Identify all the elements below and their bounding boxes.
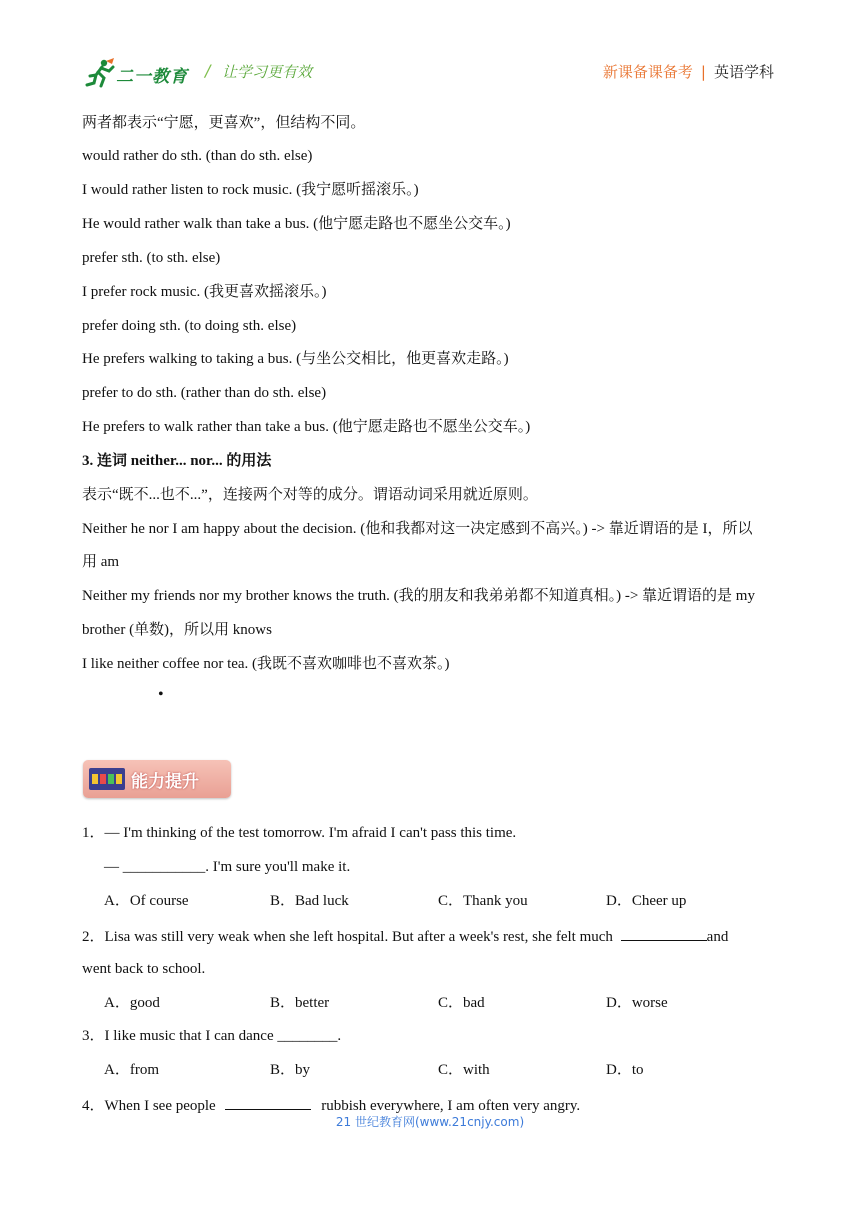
option-d[interactable]: D．worse [606, 995, 668, 1011]
question-stem: I like music that I can dance ________. [104, 1028, 342, 1044]
question-number: 3． [82, 1028, 105, 1044]
note-line: prefer sth. (to sth. else) [82, 250, 221, 266]
question-2-cont: went back to school. [82, 961, 206, 977]
section-badge [83, 760, 231, 798]
header-slash: / [205, 61, 211, 80]
reply-prefix: — [104, 859, 123, 875]
question-2 [82, 925, 728, 947]
question-1 [82, 823, 516, 843]
question-stem: — I'm thinking of the test tomorrow. I'm afraid I can't pass this time. [104, 825, 517, 841]
answer-blank [621, 925, 707, 941]
note-line: He would rather walk than take a bus. (他宁愿走路也不愿坐公交车。) [82, 216, 511, 232]
question-number: 2． [82, 929, 105, 945]
note-line: brother (单数)，所以用 knows [82, 622, 272, 638]
note-line: prefer to do sth. (rather than do sth. else) [82, 385, 327, 401]
answer-blank [225, 1094, 311, 1110]
option-c[interactable]: C．bad [438, 995, 485, 1011]
note-line: He prefers to walk rather than take a bus. (他宁愿走路也不愿坐公交车。) [82, 419, 531, 435]
header-subtitle: 新课备课备考 [602, 63, 693, 81]
option-d[interactable]: D．to [606, 1062, 644, 1078]
option-c[interactable]: C．with [438, 1062, 490, 1078]
option-d[interactable]: D．Cheer up [606, 893, 687, 909]
question-stem: Lisa was still very weak when she left hospital. But after a week's rest, she felt much [104, 929, 613, 945]
reply-text: . I'm sure you'll make it. [205, 859, 351, 875]
header-right [603, 61, 774, 82]
question-stem-after: and [706, 929, 729, 945]
logo-text: 二一教育 [116, 67, 188, 87]
answer-blank: ___________ [122, 859, 206, 875]
option-a[interactable]: A．from [104, 1062, 159, 1078]
note-line: Neither my friends nor my brother knows the truth. (我的朋友和我弟弟都不知道真相。) -> 靠近谓语的是 my [82, 588, 755, 604]
question-number: 4． [82, 1098, 105, 1114]
option-a[interactable]: A．good [104, 995, 160, 1011]
header-separator: | [700, 63, 706, 81]
option-c[interactable]: C．Thank you [438, 893, 528, 909]
option-b[interactable]: B．better [270, 995, 330, 1011]
header-subject: 英语学科 [713, 63, 774, 81]
note-line: 用 am [82, 554, 120, 570]
running-man-icon [84, 58, 116, 88]
bullet: • [158, 686, 164, 703]
note-line: I would rather listen to rock music. (我宁愿听摇滚乐。) [82, 182, 419, 198]
note-line: 两者都表示“宁愿，更喜欢”，但结构不同。 [82, 115, 366, 131]
option-b[interactable]: B．Bad luck [270, 893, 349, 909]
note-line: prefer doing sth. (to doing sth. else) [82, 318, 297, 334]
header-slogan: 让学习更有效 [222, 63, 313, 81]
question-1-reply [104, 857, 350, 877]
note-line: would rather do sth. (than do sth. else) [82, 148, 313, 164]
section-badge-label: 能力提升 [131, 772, 199, 792]
footer-watermark: 21 世纪教育网(www.21cnjy.com) [335, 1115, 525, 1129]
logo [84, 58, 194, 90]
note-line: Neither he nor I am happy about the decision. (他和我都对这一决定感到不高兴。) -> 靠近谓语的是 I，所以 [82, 521, 753, 537]
note-line: I like neither coffee nor tea. (我既不喜欢咖啡也不喜欢茶。) [82, 656, 450, 672]
option-b[interactable]: B．by [270, 1062, 311, 1078]
blocks-icon [89, 768, 125, 790]
question-number: 1． [82, 825, 105, 841]
option-a[interactable]: A．Of course [104, 893, 189, 909]
note-line: 表示“既不...也不...”，连接两个对等的成分。谓语动词采用就近原则。 [82, 487, 538, 503]
question-stem: When I see people [104, 1098, 216, 1114]
note-line: He prefers walking to taking a bus. (与坐公交相比，他更喜欢走路。) [82, 351, 509, 367]
question-3 [82, 1026, 341, 1046]
note-line: I prefer rock music. (我更喜欢摇滚乐。) [82, 284, 327, 300]
section-heading: 3. 连词 neither... nor... 的用法 [82, 453, 272, 469]
question-stem-after: rubbish everywhere, I am often very angry. [321, 1098, 581, 1114]
